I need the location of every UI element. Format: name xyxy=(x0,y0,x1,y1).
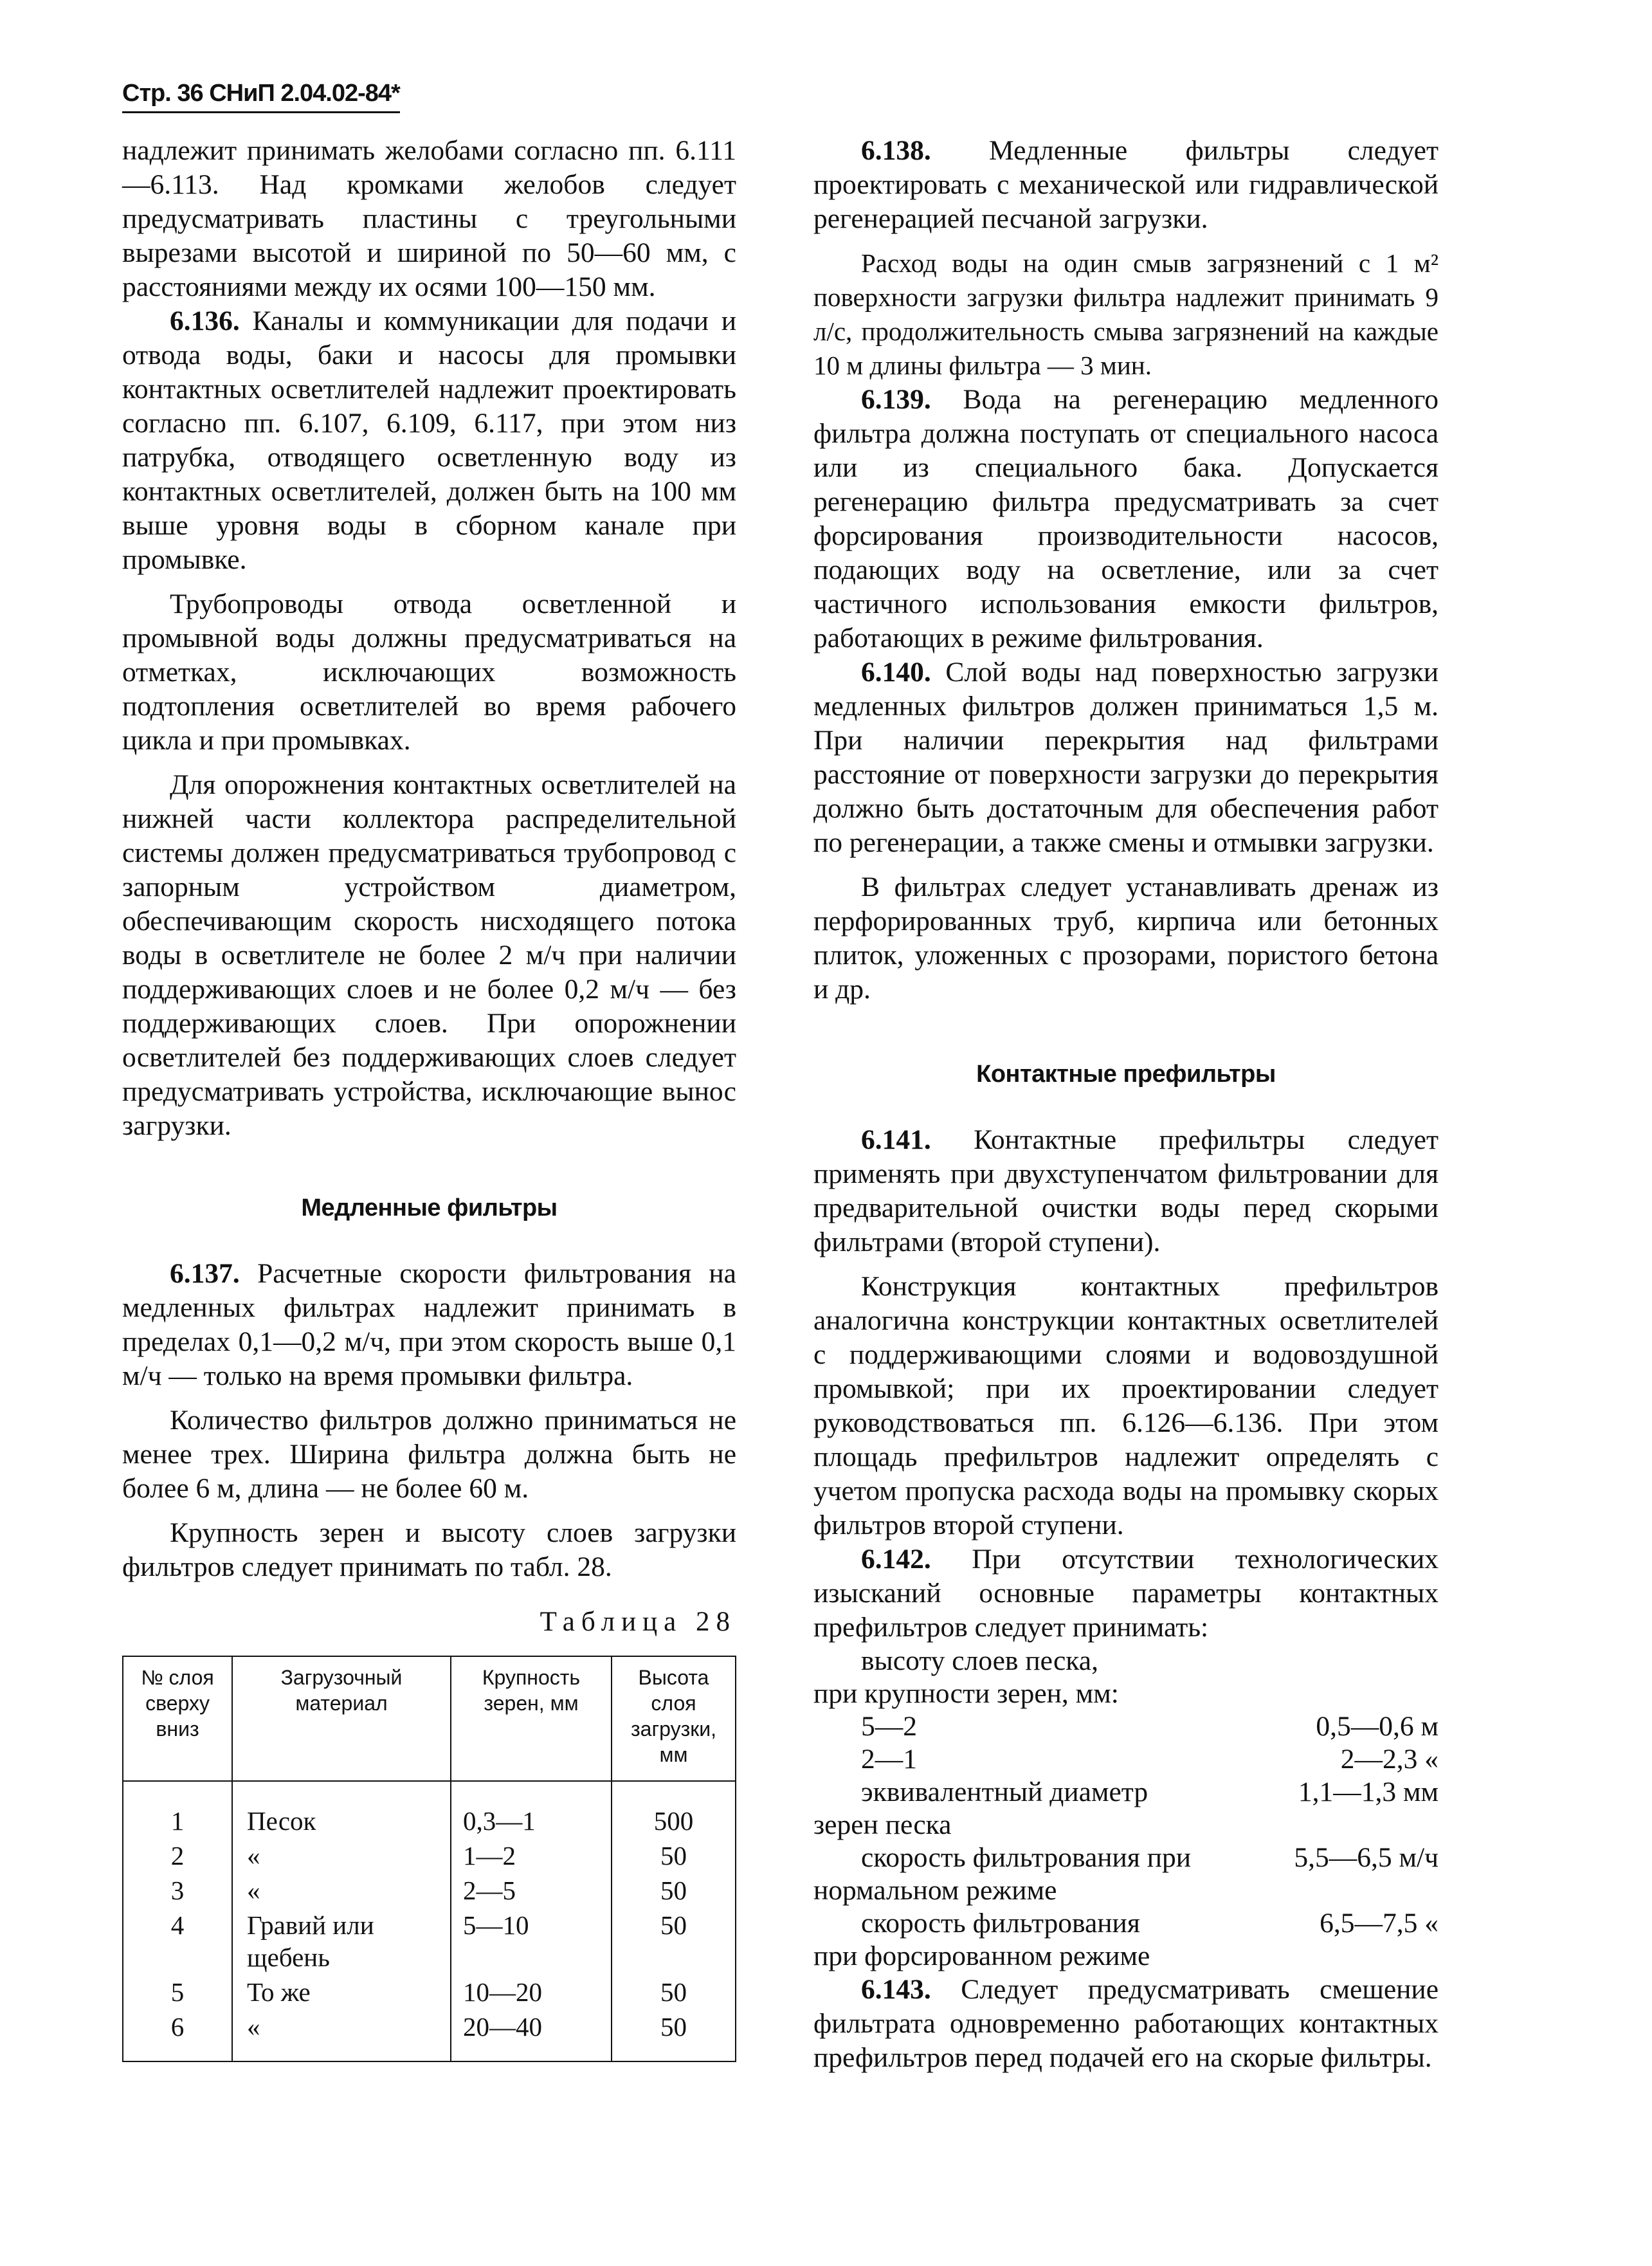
left-column xyxy=(122,134,736,2062)
paragraph: Количество фильтров должно приниматься не менее трех. Ширина фильтра должна быть не более 6 м, длина — не более 60 м. xyxy=(122,1405,736,1504)
cell-grain-size: 10—20 xyxy=(451,1975,612,2009)
clause-number: 6.140. xyxy=(861,657,931,688)
right-column xyxy=(813,134,1439,2075)
paragraph-text: При отсутствии технологических изысканий основные параметры контактных префильтров следует принимать: xyxy=(813,1544,1439,1643)
param-value: 2—2,3 « xyxy=(1340,1744,1439,1775)
cell-material: То же xyxy=(232,1975,451,2009)
cell-layer: 2 xyxy=(123,1838,232,1873)
table-row xyxy=(123,1781,736,1838)
cell-material: Гравий или щебень xyxy=(232,1908,451,1975)
cell-layer: 4 xyxy=(123,1908,232,1975)
paragraph-6-137 xyxy=(122,1257,736,1393)
param-label: эквивалентный диаметр xyxy=(861,1777,1148,1807)
paragraph-text: Слой воды над поверхностью загрузки медленных фильтров должен приниматься 1,5 м. При наличии перекрытия над фильтрами расстояние от поверхности загрузки до перекрытия должно быть достаточным для обеспечения работ по регенерации, а также смены и отмывки загрузки. xyxy=(813,657,1439,858)
param-continuation: зерен песка xyxy=(813,1809,952,1840)
paragraph-text: Расчетные скорости фильтрования на медленных фильтрах надлежит принимать в пределах 0,1—0,2 м/ч, при этом скорость выше 0,1 м/ч — только на время промывки фильтра. xyxy=(122,1258,736,1391)
clause-number: 6.143. xyxy=(861,1974,931,2005)
param-label: 5—2 xyxy=(861,1711,917,1742)
param-label: скорость фильтрования при xyxy=(861,1842,1192,1873)
cell-height: 500 xyxy=(612,1781,736,1838)
cell-height: 50 xyxy=(612,1975,736,2009)
paragraph-text: Следует предусматривать смешение фильтрата одновременно работающих контактных префильтров перед подачей его на скорые фильтры. xyxy=(813,1974,1439,2073)
paragraph: надлежит принимать желобами согласно пп. 6.111—6.113. Над кромками желобов следует предусматривать пластины с треугольными вырезами высотой и шириной по 50—60 мм, с расстояниями между их осями 100—150 мм. xyxy=(122,135,736,302)
paragraph: Трубопроводы отвода осветленной и промывной воды должны предусматриваться на отметках, исключающих возможность подтопления осветлителей во время рабочего цикла и при промывках. xyxy=(122,589,736,756)
filter-load-table xyxy=(122,1656,736,2062)
table-row xyxy=(123,1873,736,1908)
col-header-layer: № слоя сверху вниз xyxy=(123,1656,232,1781)
cell-height: 50 xyxy=(612,1838,736,1873)
cell-grain-size: 20—40 xyxy=(451,2009,612,2061)
cell-grain-size: 2—5 xyxy=(451,1873,612,1908)
cell-grain-size: 1—2 xyxy=(451,1838,612,1873)
paragraph-6-139 xyxy=(813,383,1439,655)
clause-number: 6.141. xyxy=(861,1124,931,1155)
clause-number: 6.142. xyxy=(861,1544,931,1575)
section-heading: Медленные фильтры xyxy=(301,1194,558,1221)
param-row xyxy=(813,1710,1439,1743)
paragraph-6-142 xyxy=(813,1542,1439,1645)
cell-height: 50 xyxy=(612,1908,736,1975)
col-header-layer-height: Высота слоя загрузки, мм xyxy=(612,1656,736,1781)
cell-material: « xyxy=(232,1838,451,1873)
param-value: 6,5—7,5 « xyxy=(1320,1908,1439,1939)
col-header-grain-size: Крупность зерен, мм xyxy=(451,1656,612,1781)
paragraph: Расход воды на один смыв загрязнений с 1 м² поверхности загрузки фильтра надлежит принимать 9 л/с, продолжительность смыва загрязнений на каждые 10 м длины фильтра — 3 мин. xyxy=(813,248,1439,380)
page-header: Стр. 36 СНиП 2.04.02-84* xyxy=(122,80,400,113)
paragraph: Крупность зерен и высоту слоев загрузки фильтров следует принимать по табл. 28. xyxy=(122,1517,736,1582)
param-row xyxy=(813,1841,1439,1874)
cell-layer: 3 xyxy=(123,1873,232,1908)
paragraph-text: Вода на регенерацию медленного фильтра должна поступать от специального насоса или из специального бака. Допускается регенерацию фильтра предусматривать за счет форсирования производительности насосов, подающих воду на осветление, или за счет частичного использования емкости фильтров, работающих в режиме фильтрования. xyxy=(813,384,1439,653)
param-row xyxy=(813,1743,1439,1776)
table-row xyxy=(123,2009,736,2061)
paragraph-6-138 xyxy=(813,134,1439,236)
clause-number: 6.139. xyxy=(861,384,931,415)
paragraph-6-143 xyxy=(813,1973,1439,2075)
paragraph: Для опорожнения контактных осветлителей на нижней части коллектора распределительной системы должен предусматриваться трубопровод с запорным устройством диаметром, обеспечивающим скорость нисходящего потока воды в осветлителе не более 2 м/ч при наличии поддерживающих слоев и не более 0,2 м/ч — без поддерживающих слоев. При опорожнении осветлителей без поддерживающих слоев следует предусматривать устройства, исключающие вынос загрузки. xyxy=(122,769,736,1141)
col-header-material: Загрузочный материал xyxy=(232,1656,451,1781)
paragraph-6-141 xyxy=(813,1123,1439,1259)
param-continuation: при форсированном режиме xyxy=(813,1941,1150,1971)
cell-grain-size: 5—10 xyxy=(451,1908,612,1975)
table-caption: Таблица 28 xyxy=(540,1607,736,1637)
param-continuation: нормальном режиме xyxy=(813,1875,1057,1906)
cell-height: 50 xyxy=(612,1873,736,1908)
table-row xyxy=(123,1975,736,2009)
cell-material: Песок xyxy=(232,1781,451,1838)
param-value: 1,1—1,3 мм xyxy=(1298,1777,1439,1807)
cell-height: 50 xyxy=(612,2009,736,2061)
cell-layer: 1 xyxy=(123,1781,232,1838)
clause-number: 6.136. xyxy=(170,306,240,336)
paragraph-6-136 xyxy=(122,304,736,577)
cell-grain-size: 0,3—1 xyxy=(451,1781,612,1838)
paragraph-6-140 xyxy=(813,655,1439,860)
cell-layer: 5 xyxy=(123,1975,232,2009)
param-grain-size: при крупности зерен, мм: xyxy=(813,1678,1119,1709)
clause-number: 6.138. xyxy=(861,135,931,166)
parameters-list xyxy=(813,1645,1439,1973)
param-row xyxy=(813,1776,1439,1809)
paragraph-text: Медленные фильтры следует проектировать с механической или гидравлической регенерацией песчаной загрузки. xyxy=(813,135,1439,234)
param-row xyxy=(813,1907,1439,1940)
paragraph-text: Контактные префильтры следует применять при двухступенчатом фильтровании для предварительной очистки воды перед скорыми фильтрами (второй ступени). xyxy=(813,1124,1439,1257)
paragraph: Конструкция контактных префильтров аналогична конструкции контактных осветлителей с поддерживающими слоями и водовоздушной промывкой; при их проектировании следует руководствоваться пп. 6.126—6.136. При этом площадь префильтров надлежит определять с учетом пропуска расхода воды на промывку скорых фильтров второй ступени. xyxy=(813,1271,1439,1540)
table-row xyxy=(123,1838,736,1873)
param-value: 5,5—6,5 м/ч xyxy=(1294,1842,1439,1873)
param-sand-height: высоту слоев песка, xyxy=(861,1645,1098,1676)
cell-layer: 6 xyxy=(123,2009,232,2061)
paragraph-text: Каналы и коммуникации для подачи и отвода воды, баки и насосы для промывки контактных осветлителей надлежит проектировать согласно пп. 6.107, 6.109, 6.117, при этом низ патрубка, отводящего осветленную воду из контактных осветлителей, должен быть на 100 мм выше уровня воды в сборном канале при промывке. xyxy=(122,306,736,575)
cell-material: « xyxy=(232,2009,451,2061)
param-label: 2—1 xyxy=(861,1744,917,1775)
table-row xyxy=(123,1908,736,1975)
param-label: скорость фильтрования xyxy=(861,1908,1140,1939)
cell-material: « xyxy=(232,1873,451,1908)
section-heading: Контактные префильтры xyxy=(976,1061,1276,1088)
param-value: 0,5—0,6 м xyxy=(1316,1711,1439,1742)
clause-number: 6.137. xyxy=(170,1258,240,1289)
paragraph: В фильтрах следует устанавливать дренаж из перфорированных труб, кирпича или бетонных плиток, уложенных с прозорами, пористого бетона и др. xyxy=(813,872,1439,1005)
